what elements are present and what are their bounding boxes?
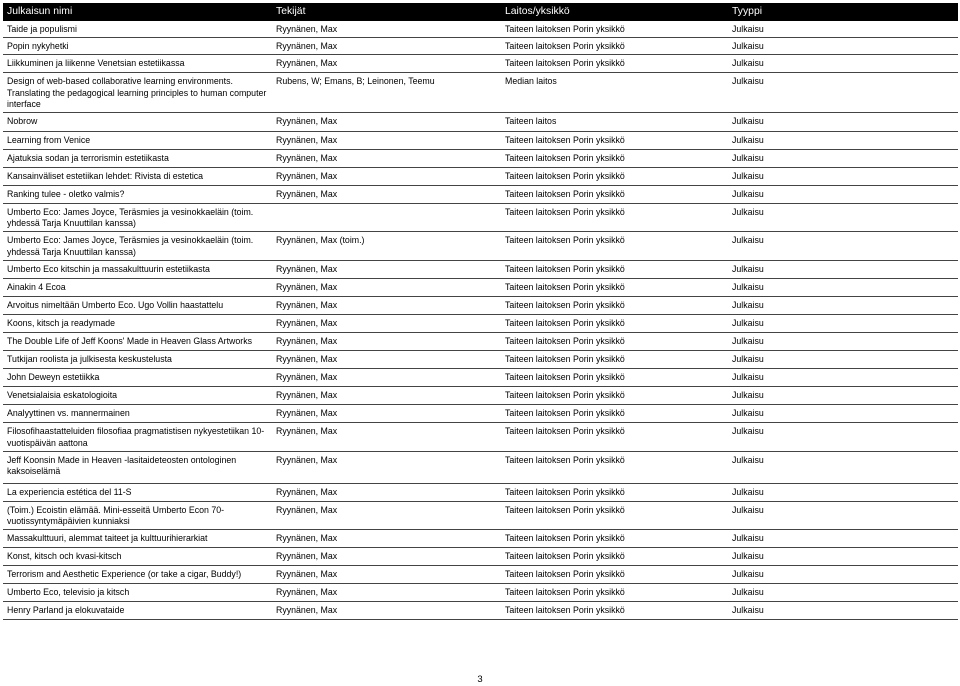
cell-type: Julkaisu: [728, 530, 958, 548]
table-header-row: [3, 3, 958, 21]
cell-authors: Ryynänen, Max: [272, 315, 501, 333]
table-row: [3, 55, 958, 73]
header-title: Julkaisun nimi: [3, 3, 272, 21]
cell-department: Taiteen laitoksen Porin yksikkö: [501, 168, 728, 186]
cell-title: Ainakin 4 Ecoa: [3, 279, 272, 297]
cell-title: Tutkijan roolista ja julkisesta keskustelusta: [3, 351, 272, 369]
cell-type: Julkaisu: [728, 73, 958, 113]
table-row: [3, 530, 958, 548]
cell-department: Taiteen laitoksen Porin yksikkö: [501, 548, 728, 566]
cell-title: The Double Life of Jeff Koons' Made in Heaven Glass Artworks: [3, 333, 272, 351]
cell-department: Taiteen laitoksen Porin yksikkö: [501, 186, 728, 204]
cell-type: Julkaisu: [728, 387, 958, 405]
cell-title: Ranking tulee - oletko valmis?: [3, 186, 272, 204]
cell-department: Taiteen laitoksen Porin yksikkö: [501, 132, 728, 150]
table-row: [3, 501, 958, 529]
table-row: [3, 261, 958, 279]
cell-type: Julkaisu: [728, 150, 958, 168]
cell-department: Taiteen laitoksen Porin yksikkö: [501, 333, 728, 351]
cell-authors: Ryynänen, Max: [272, 333, 501, 351]
cell-authors: Ryynänen, Max: [272, 21, 501, 38]
table-row: [3, 232, 958, 261]
table-body: [3, 21, 958, 620]
cell-authors: Ryynänen, Max: [272, 168, 501, 186]
cell-title: Massakulttuuri, alemmat taiteet ja kulttuurihierarkiat: [3, 530, 272, 548]
table-row: [3, 387, 958, 405]
table-row: [3, 38, 958, 55]
cell-authors: Ryynänen, Max: [272, 483, 501, 501]
cell-type: Julkaisu: [728, 584, 958, 602]
cell-title: Umberto Eco: James Joyce, Teräsmies ja vesinokkaeläin (toim. yhdessä Tarja Knuuttilan kanssa): [3, 204, 272, 232]
cell-type: Julkaisu: [728, 168, 958, 186]
cell-type: Julkaisu: [728, 405, 958, 423]
table-row: [3, 113, 958, 132]
cell-title: Venetsialaisia eskatologioita: [3, 387, 272, 405]
cell-authors: Ryynänen, Max: [272, 602, 501, 620]
cell-department: Taiteen laitoksen Porin yksikkö: [501, 204, 728, 232]
cell-title: Umberto Eco, televisio ja kitsch: [3, 584, 272, 602]
cell-title: (Toim.) Ecoistin elämää. Mini-esseitä Umberto Econ 70-vuotissyntymäpäivien kunniaksi: [3, 501, 272, 529]
cell-department: Taiteen laitoksen Porin yksikkö: [501, 566, 728, 584]
cell-department: Median laitos: [501, 73, 728, 113]
cell-type: Julkaisu: [728, 132, 958, 150]
cell-title: Taide ja populismi: [3, 21, 272, 38]
cell-authors: Ryynänen, Max: [272, 261, 501, 279]
cell-department: Taiteen laitoksen Porin yksikkö: [501, 387, 728, 405]
cell-authors: Ryynänen, Max: [272, 548, 501, 566]
header-authors: Tekijät: [272, 3, 501, 21]
table-row: [3, 369, 958, 387]
table-row: [3, 584, 958, 602]
cell-type: Julkaisu: [728, 279, 958, 297]
cell-type: Julkaisu: [728, 501, 958, 529]
cell-type: Julkaisu: [728, 55, 958, 73]
table-row: [3, 566, 958, 584]
cell-type: Julkaisu: [728, 566, 958, 584]
cell-type: Julkaisu: [728, 232, 958, 261]
cell-department: Taiteen laitos: [501, 113, 728, 132]
cell-authors: Ryynänen, Max: [272, 38, 501, 55]
cell-title: Nobrow: [3, 113, 272, 132]
cell-department: Taiteen laitoksen Porin yksikkö: [501, 279, 728, 297]
cell-department: Taiteen laitoksen Porin yksikkö: [501, 369, 728, 387]
cell-title: Arvoitus nimeltään Umberto Eco. Ugo Vollin haastattelu: [3, 297, 272, 315]
cell-type: Julkaisu: [728, 602, 958, 620]
cell-title: La experiencia estética del 11-S: [3, 483, 272, 501]
cell-title: Popin nykyhetki: [3, 38, 272, 55]
header-department: Laitos/yksikkö: [501, 3, 728, 21]
cell-type: Julkaisu: [728, 38, 958, 55]
cell-title: Design of web-based collaborative learning environments. Translating the pedagogical learning principles to human computer interface: [3, 73, 272, 113]
table-row: [3, 602, 958, 620]
cell-type: Julkaisu: [728, 483, 958, 501]
cell-title: Umberto Eco kitschin ja massakulttuurin estetiikasta: [3, 261, 272, 279]
table-row: [3, 132, 958, 150]
cell-type: Julkaisu: [728, 423, 958, 451]
cell-authors: Ryynänen, Max: [272, 297, 501, 315]
cell-type: Julkaisu: [728, 333, 958, 351]
cell-type: Julkaisu: [728, 204, 958, 232]
cell-type: Julkaisu: [728, 21, 958, 38]
cell-authors: [272, 204, 501, 232]
cell-department: Taiteen laitoksen Porin yksikkö: [501, 602, 728, 620]
cell-type: Julkaisu: [728, 351, 958, 369]
cell-department: Taiteen laitoksen Porin yksikkö: [501, 38, 728, 55]
cell-type: Julkaisu: [728, 261, 958, 279]
publication-table: [3, 3, 958, 620]
cell-department: Taiteen laitoksen Porin yksikkö: [501, 451, 728, 483]
table-row: [3, 483, 958, 501]
table-row: [3, 73, 958, 113]
table-row: [3, 333, 958, 351]
cell-authors: Ryynänen, Max: [272, 566, 501, 584]
cell-authors: Ryynänen, Max: [272, 369, 501, 387]
cell-title: Koons, kitsch ja readymade: [3, 315, 272, 333]
cell-title: Filosofihaastatteluiden filosofiaa pragmatistisen nykyestetiikan 10-vuotispäivän aattona: [3, 423, 272, 451]
cell-authors: Rubens, W; Emans, B; Leinonen, Teemu: [272, 73, 501, 113]
cell-department: Taiteen laitoksen Porin yksikkö: [501, 423, 728, 451]
cell-department: Taiteen laitoksen Porin yksikkö: [501, 501, 728, 529]
table-row: [3, 186, 958, 204]
cell-department: Taiteen laitoksen Porin yksikkö: [501, 297, 728, 315]
header-type: Tyyppi: [728, 3, 958, 21]
cell-department: Taiteen laitoksen Porin yksikkö: [501, 55, 728, 73]
table-row: [3, 204, 958, 232]
cell-department: Taiteen laitoksen Porin yksikkö: [501, 351, 728, 369]
cell-authors: Ryynänen, Max: [272, 530, 501, 548]
cell-department: Taiteen laitoksen Porin yksikkö: [501, 21, 728, 38]
cell-title: Konst, kitsch och kvasi-kitsch: [3, 548, 272, 566]
cell-title: John Deweyn estetiikka: [3, 369, 272, 387]
cell-title: Ajatuksia sodan ja terrorismin estetiikasta: [3, 150, 272, 168]
cell-title: Umberto Eco: James Joyce, Teräsmies ja vesinokkaeläin (toim. yhdessä Tarja Knuuttilan kanssa): [3, 232, 272, 261]
cell-authors: Ryynänen, Max: [272, 279, 501, 297]
cell-authors: Ryynänen, Max: [272, 405, 501, 423]
cell-type: Julkaisu: [728, 186, 958, 204]
cell-department: Taiteen laitoksen Porin yksikkö: [501, 232, 728, 261]
cell-type: Julkaisu: [728, 369, 958, 387]
cell-department: Taiteen laitoksen Porin yksikkö: [501, 530, 728, 548]
cell-authors: Ryynänen, Max: [272, 451, 501, 483]
table-row: [3, 405, 958, 423]
cell-title: Terrorism and Aesthetic Experience (or take a cigar, Buddy!): [3, 566, 272, 584]
cell-title: Jeff Koonsin Made in Heaven -lasitaideteosten ontologinen kaksoiselämä: [3, 451, 272, 483]
cell-department: Taiteen laitoksen Porin yksikkö: [501, 315, 728, 333]
table-row: [3, 548, 958, 566]
cell-authors: Ryynänen, Max (toim.): [272, 232, 501, 261]
cell-type: Julkaisu: [728, 548, 958, 566]
table-row: [3, 168, 958, 186]
cell-department: Taiteen laitoksen Porin yksikkö: [501, 150, 728, 168]
cell-department: Taiteen laitoksen Porin yksikkö: [501, 584, 728, 602]
table-row: [3, 451, 958, 483]
cell-authors: Ryynänen, Max: [272, 150, 501, 168]
cell-type: Julkaisu: [728, 315, 958, 333]
table-row: [3, 297, 958, 315]
cell-authors: Ryynänen, Max: [272, 132, 501, 150]
table-row: [3, 351, 958, 369]
cell-type: Julkaisu: [728, 451, 958, 483]
table-row: [3, 21, 958, 38]
cell-title: Liikkuminen ja liikenne Venetsian estetiikassa: [3, 55, 272, 73]
cell-authors: Ryynänen, Max: [272, 113, 501, 132]
publication-table-container: [3, 3, 958, 620]
cell-department: Taiteen laitoksen Porin yksikkö: [501, 261, 728, 279]
cell-title: Kansainväliset estetiikan lehdet: Rivista di estetica: [3, 168, 272, 186]
cell-department: Taiteen laitoksen Porin yksikkö: [501, 405, 728, 423]
cell-authors: Ryynänen, Max: [272, 501, 501, 529]
cell-authors: Ryynänen, Max: [272, 186, 501, 204]
table-row: [3, 423, 958, 451]
table-row: [3, 150, 958, 168]
table-row: [3, 279, 958, 297]
table-row: [3, 315, 958, 333]
cell-authors: Ryynänen, Max: [272, 423, 501, 451]
cell-type: Julkaisu: [728, 297, 958, 315]
cell-title: Learning from Venice: [3, 132, 272, 150]
page-number: 3: [477, 674, 483, 685]
cell-authors: Ryynänen, Max: [272, 55, 501, 73]
cell-authors: Ryynänen, Max: [272, 387, 501, 405]
cell-title: Henry Parland ja elokuvataide: [3, 602, 272, 620]
cell-type: Julkaisu: [728, 113, 958, 132]
cell-department: Taiteen laitoksen Porin yksikkö: [501, 483, 728, 501]
cell-title: Analyyttinen vs. mannermainen: [3, 405, 272, 423]
cell-authors: Ryynänen, Max: [272, 351, 501, 369]
cell-authors: Ryynänen, Max: [272, 584, 501, 602]
